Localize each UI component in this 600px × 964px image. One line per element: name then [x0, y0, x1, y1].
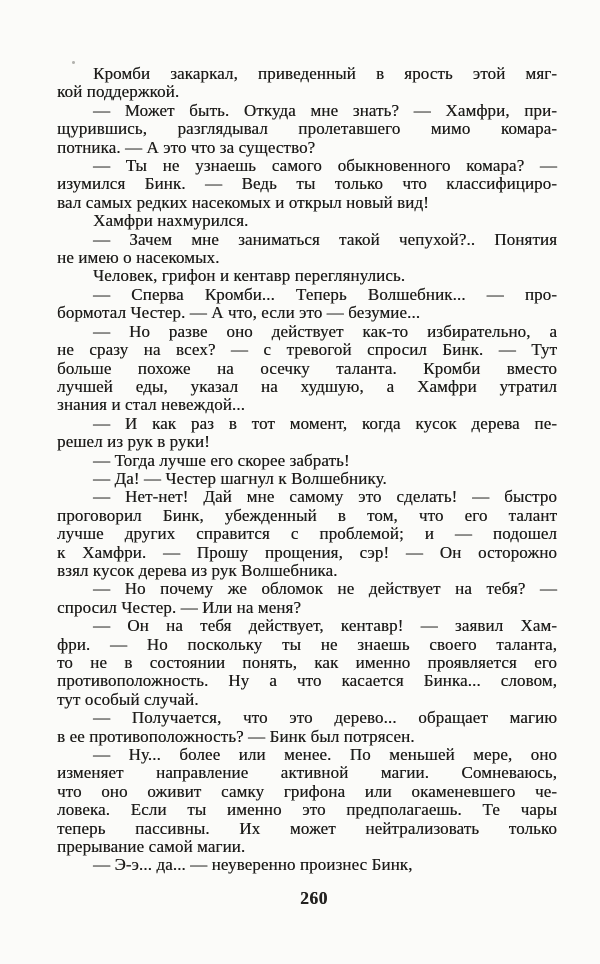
text-line: лучше других справится с проблемой; и — подошел: [57, 524, 557, 544]
text-line: Хамфри нахмурился.: [93, 211, 249, 231]
text-line: — Но почему же обломок не действует на тебя? —: [93, 579, 557, 599]
scan-speck: [72, 61, 75, 64]
text-line: больше похоже на осечку таланта. Кромби вместо: [57, 358, 557, 378]
text-line: потника. — А это что за существо?: [57, 137, 316, 157]
page-number: 260: [300, 888, 328, 908]
text-line: — Нет-нет! Дай мне самому это сделать! — быстро: [93, 487, 557, 507]
text-line: — Может быть. Откуда мне знать? — Хамфри, при-: [93, 100, 557, 120]
text-line: проговорил Бинк, убежденный в том, что его талант: [57, 505, 557, 525]
text-line: изменяет направление активной магии. Сомневаюсь,: [57, 763, 557, 783]
text-line: фри. — Но поскольку ты не знаешь своего таланта,: [57, 634, 557, 654]
text-line: то не в состоянии понять, как именно проявляется его: [57, 653, 557, 672]
text-line: не сразу на всех? — с тревогой спросил Бинк. — Тут: [57, 340, 557, 360]
text-line: — Получается, что это дерево... обращает магию: [93, 708, 557, 728]
text-line: Кромби закаркал, приведенный в ярость этой мяг-: [93, 64, 557, 83]
text-line: вал самых редких насекомых и открыл новый вид!: [57, 192, 429, 212]
text-line: к Хамфри. — Прошу прощения, сэр! — Он осторожно: [57, 542, 557, 562]
text-line: Человек, грифон и кентавр переглянулись.: [93, 266, 406, 286]
text-line: — Он на тебя действует, кентавр! — заявил Хам-: [93, 616, 557, 636]
text-line: прерывание самой магии.: [57, 837, 246, 857]
text-line: тут особый случай.: [57, 689, 199, 709]
text-line: — Ты не узнаешь самого обыкновенного комара? —: [93, 156, 557, 176]
text-line: не имею о насекомых.: [57, 248, 220, 268]
text-line: что оно оживит самку грифона или окаменевшего че-: [57, 781, 557, 801]
page-text-block: [57, 65, 557, 875]
text-line: — И как раз в тот момент, когда кусок дерева пе-: [93, 413, 557, 433]
text-line: — Ну... более или менее. По меньшей мере, оно: [93, 745, 557, 765]
text-line: лучшей еды, указал на худшую, а Хамфри утратил: [57, 376, 557, 396]
text-line: — Э-э... да... — неуверенно произнес Бинк,: [93, 855, 413, 875]
text-line: спросил Честер. — Или на меня?: [57, 597, 301, 617]
text-line: — Тогда лучше его скорее забрать!: [93, 450, 350, 470]
text-line: взял кусок дерева из рук Волшебника.: [57, 560, 338, 580]
text-line: знания и стал невеждой...: [57, 395, 245, 415]
text-line: теперь пассивны. Их может нейтрализовать только: [57, 818, 557, 838]
text-line: бормотал Честер. — А что, если это — безумие...: [57, 303, 421, 323]
text-line: щурившись, разглядывал пролетавшего мимо комара-: [57, 119, 557, 139]
text-line: — Сперва Кромби... Теперь Волшебник... — про-: [93, 284, 557, 304]
text-line: — Да! — Честер шагнул к Волшебнику.: [93, 468, 387, 488]
text-line: в ее противоположность? — Бинк был потрясен.: [57, 726, 415, 746]
text-line: противоположность. Ну а что касается Бинка... словом,: [57, 671, 557, 691]
text-line: ловека. Если ты именно это предполагаешь. Те чары: [57, 800, 557, 820]
text-line: кой поддержкой.: [57, 82, 180, 102]
text-line: изумился Бинк. — Ведь ты только что классифициро-: [57, 174, 557, 194]
text-line: — Зачем мне заниматься такой чепухой?.. Понятия: [93, 229, 557, 249]
text-line: решел из рук в руки!: [57, 432, 210, 452]
text-line: — Но разве оно действует как-то избирательно, а: [93, 321, 557, 341]
